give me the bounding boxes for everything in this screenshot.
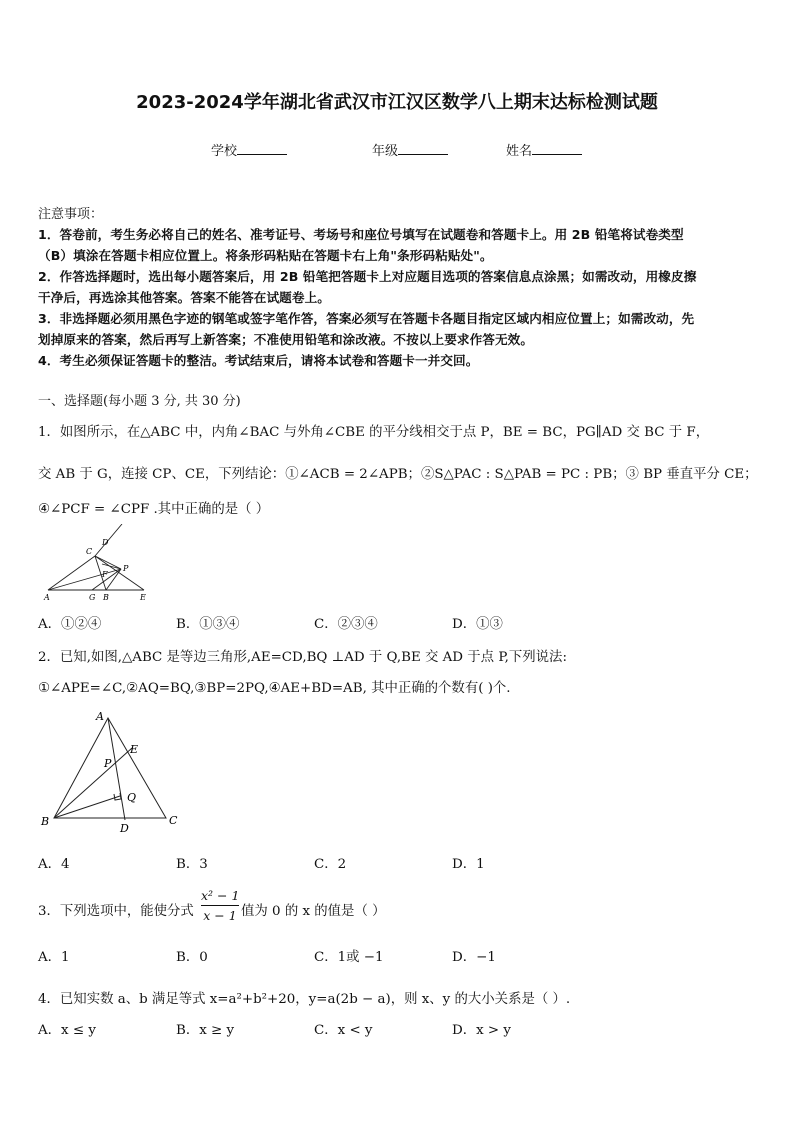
q4-option-d: D．x > y <box>452 1023 511 1038</box>
fig1-label-d: D <box>102 538 109 547</box>
q4-option-b: B．x ≥ y <box>176 1023 235 1038</box>
q1-figure <box>40 524 160 604</box>
q2-line-2: ①∠APE=∠C,②AQ=BQ,③BP=2PQ,④AE+BD=AB, 其中正确的个数有( )个. <box>38 681 511 696</box>
name-field <box>506 140 582 159</box>
q4-option-a: A．x ≤ y <box>38 1023 96 1038</box>
q4-text: 4．已知实数 a、b 满足等式 x=a²+b²+20，y=a(2b − a)，则 x、y 的大小关系是（ ）. <box>38 992 571 1007</box>
fig1-label-b: B <box>103 593 109 602</box>
fig2-label-q: Q <box>127 791 137 804</box>
fig1-label-f: F <box>102 570 108 579</box>
grade-field <box>372 140 448 159</box>
q1-line-2: 交 AB 于 G，连接 CP、CE，下列结论：①∠ACB = 2∠APB；②S△PAC : S△PAB = PC : PB；③ BP 垂直平分 CE； <box>38 467 758 482</box>
note-line: 4．考生必须保证答题卡的整洁。考试结束后，请将本试卷和答题卡一并交回。 <box>38 353 479 368</box>
note-line: 3．非选择题必须用黑色字迹的钢笔或签字笔作答，答案必须写在答题卡各题目指定区域内相应位置上；如需改动，先 <box>38 311 695 326</box>
fig2-label-a: A <box>96 710 104 723</box>
q2-option-b: B．3 <box>176 857 208 872</box>
q1-option-c: C．②③④ <box>314 617 378 632</box>
fig2-label-c: C <box>169 814 178 827</box>
fig1-label-c: C <box>86 547 93 556</box>
fig2-label-e: E <box>130 743 139 756</box>
q3-fraction <box>201 888 239 923</box>
fig2-label-b: B <box>41 815 50 828</box>
q1-option-b: B．①③④ <box>176 617 240 632</box>
q3-option-c: C．1或 −1 <box>314 950 384 965</box>
note-line: 1．答卷前，考生务必将自己的姓名、准考证号、考场号和座位号填写在试题卷和答题卡上。用 2B 铅笔将试卷类型 <box>38 227 684 242</box>
q4-option-c: C．x < y <box>314 1023 373 1038</box>
fig2-label-p: P <box>104 757 112 770</box>
q2-option-a: A．4 <box>38 857 70 872</box>
page-title: 2023-2024学年湖北省武汉市江汉区数学八上期末达标检测试题 <box>136 92 658 113</box>
q3-denominator: x − 1 <box>203 908 237 923</box>
q1-option-d: D．①③ <box>452 617 503 632</box>
fig1-label-p: P <box>123 564 129 573</box>
q2-option-c: C．2 <box>314 857 347 872</box>
name-label: 姓名 <box>506 144 533 159</box>
note-line: 划掉原来的答案，然后再写上新答案；不准使用铅笔和涂改液。不按以上要求作答无效。 <box>38 332 534 347</box>
q1-option-a: A．①②④ <box>38 617 102 632</box>
q2-figure <box>38 708 188 836</box>
school-field <box>211 140 287 159</box>
note-line: （B）填涂在答题卡相应位置上。将条形码粘贴在答题卡右上角"条形码粘贴处"。 <box>38 248 493 263</box>
notes-heading: 注意事项： <box>38 207 104 222</box>
school-label: 学校 <box>211 144 238 159</box>
q3-option-d: D．−1 <box>452 950 496 965</box>
note-line: 干净后，再选涂其他答案。答案不能答在试题卷上。 <box>38 290 330 305</box>
q3-option-a: A．1 <box>38 950 70 965</box>
fig2-label-d: D <box>120 822 129 835</box>
q3-numerator: x² − 1 <box>201 888 239 906</box>
q2-line-1: 2．已知,如图,△ABC 是等边三角形,AE=CD,BQ ⊥AD 于 Q,BE 交 AD 于点 P,下列说法: <box>38 650 567 665</box>
note-line: 2．作答选择题时，选出每小题答案后，用 2B 铅笔把答题卡上对应题目选项的答案信息点涂黑；如需改动，用橡皮擦 <box>38 269 697 284</box>
grade-label: 年级 <box>372 144 399 159</box>
q1-line-3: ④∠PCF = ∠CPF .其中正确的是（ ） <box>38 502 270 517</box>
q3-option-b: B．0 <box>176 950 208 965</box>
q3-text-after: 值为 0 的 x 的值是（ ） <box>241 904 386 919</box>
q1-line-1: 1．如图所示，在△ABC 中，内角∠BAC 与外角∠CBE 的平分线相交于点 P，BE = BC，PG∥AD 交 BC 于 F， <box>38 425 710 440</box>
q2-option-d: D．1 <box>452 857 485 872</box>
fig1-label-e: E <box>140 593 146 602</box>
fig1-label-a: A <box>44 593 50 602</box>
q3-text-before: 3．下列选项中，能使分式 <box>38 904 194 919</box>
fig1-label-g: G <box>89 593 96 602</box>
section-heading: 一、选择题(每小题 3 分, 共 30 分) <box>38 394 241 409</box>
